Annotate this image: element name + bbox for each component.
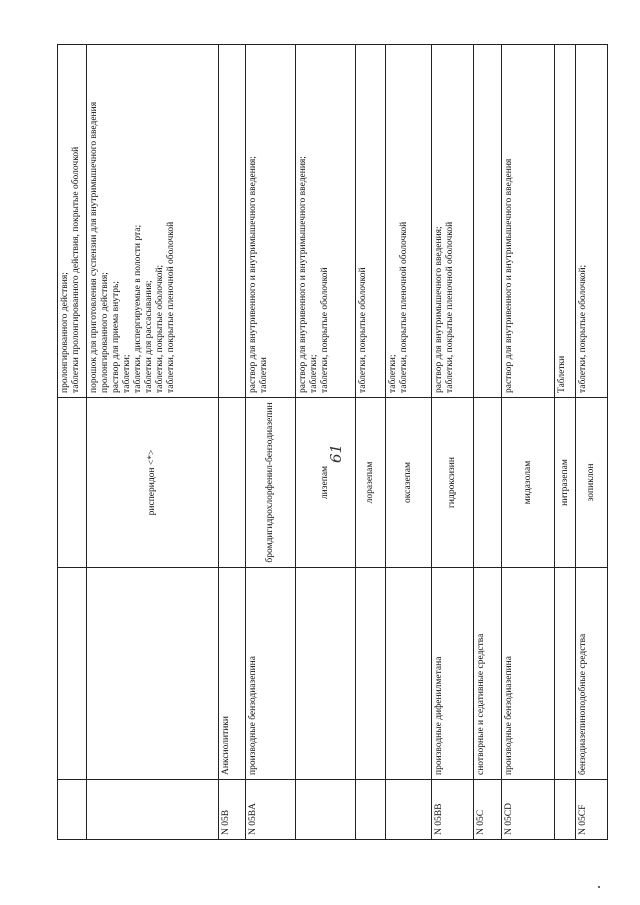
group-cell: [58, 568, 87, 780]
drug-name-cell: мидазолам: [502, 398, 555, 568]
dosage-form-line: таблетки пролонгированного действия, покрытые оболочкой: [71, 146, 81, 393]
atc-code-cell: [58, 780, 87, 840]
dosage-form-line: таблетки, покрытые пленочной оболочкой: [399, 221, 409, 393]
group-cell: производные бензодиазепина: [246, 568, 296, 780]
atc-code-cell: N 05B: [219, 780, 246, 840]
table-row: [246, 45, 296, 840]
table-row: [58, 45, 87, 840]
group-cell: бензодиазепиноподобные средства: [576, 568, 608, 780]
dosage-form-line: порошок для приготовления суспензии для внутримышечного введения пролонгированного действия;: [89, 101, 110, 393]
group-cell: [555, 568, 576, 780]
dosage-forms-cell: [386, 45, 432, 398]
dosage-form-line: Таблетки: [557, 355, 567, 393]
atc-code-cell: [87, 780, 219, 840]
dosage-forms-cell: [58, 45, 87, 398]
group-cell: производные бензодиазепина: [502, 568, 555, 780]
dosage-forms-cell: [219, 45, 246, 398]
atc-code-cell: [296, 780, 356, 840]
drug-name-cell: [58, 398, 87, 568]
table-row: [219, 45, 246, 840]
atc-code-cell: N 05CF: [576, 780, 608, 840]
group-cell: [87, 568, 219, 780]
dosage-form-line: раствор для внутривенного и внутримышечного введения;: [298, 156, 308, 393]
table-row: [474, 45, 502, 840]
group-cell: [296, 568, 356, 780]
dosage-form-line: таблетки, покрытые оболочкой;: [155, 264, 165, 393]
drug-name-cell: оксазепам: [386, 398, 432, 568]
atc-code-cell: N 05C: [474, 780, 502, 840]
dosage-forms-cell: [474, 45, 502, 398]
atc-code-cell: [386, 780, 432, 840]
dosage-form-line: раствор для внутривенного и внутримышечного введения;: [248, 156, 258, 393]
dosage-forms-cell: [555, 45, 576, 398]
dosage-form-line: таблетки, покрытые пленочной оболочкой: [445, 221, 455, 393]
table-row: [576, 45, 608, 840]
dosage-form-line: таблетки, диспергируемые в полости рта;: [133, 224, 143, 393]
dosage-forms-cell: [246, 45, 296, 398]
drug-name-cell: бромдигидрохлорфенил-бензодиазепин: [246, 398, 296, 568]
dosage-forms-cell: [502, 45, 555, 398]
atc-code-cell: [356, 780, 386, 840]
drug-name-cell: рисперидон <*>: [87, 398, 219, 568]
dosage-forms-cell: [432, 45, 474, 398]
atc-code-cell: [555, 780, 576, 840]
drug-name-cell: нитразепам: [555, 398, 576, 568]
atc-code-cell: N 05CD: [502, 780, 555, 840]
group-cell: [386, 568, 432, 780]
dosage-form-line: таблетки, покрытые оболочкой;: [578, 264, 588, 393]
dosage-form-line: таблетки для рассасывания;: [144, 280, 154, 393]
atc-code-cell: N 05BA: [246, 780, 296, 840]
dosage-form-line: таблетки, покрытые оболочкой: [320, 267, 330, 393]
table-row: [386, 45, 432, 840]
drug-name-cell: лоразепам: [356, 398, 386, 568]
group-cell: снотворные и седативные средства: [474, 568, 502, 780]
table-row: [87, 45, 219, 840]
dosage-form-line: таблетки, покрытые оболочкой: [358, 267, 368, 393]
table-row: [432, 45, 474, 840]
group-cell: [356, 568, 386, 780]
dosage-forms-cell: [576, 45, 608, 398]
atc-code-cell: N 05BB: [432, 780, 474, 840]
dosage-forms-cell: [356, 45, 386, 398]
drug-name-cell: зопиклон: [576, 398, 608, 568]
drug-name-cell: [474, 398, 502, 568]
drug-name-cell: [219, 398, 246, 568]
dosage-form-line: раствор для внутривенного и внутримышечного введения: [504, 158, 514, 393]
drug-name-cell: лизепам: [296, 398, 356, 568]
dosage-form-line: таблетки;: [309, 354, 319, 393]
table-row: [555, 45, 576, 840]
dosage-forms-cell: [296, 45, 356, 398]
group-cell: производные дифенилметана: [432, 568, 474, 780]
page-number: 61: [327, 443, 345, 463]
dosage-form-line: раствор для приема внутрь;: [111, 281, 121, 393]
dosage-form-line: таблетки: [259, 357, 269, 393]
table-row: [502, 45, 555, 840]
scan-speck: [598, 886, 600, 888]
dosage-forms-cell: [87, 45, 219, 398]
group-cell: Анксиолитики: [219, 568, 246, 780]
dosage-form-line: таблетки, покрытые пленочной оболочкой: [166, 221, 176, 393]
dosage-form-line: таблетки;: [388, 354, 398, 393]
dosage-form-line: раствор для внутримышечного введения;: [434, 226, 444, 393]
dosage-form-line: пролонгированного действия;: [60, 272, 70, 393]
table-row: [356, 45, 386, 840]
dosage-form-line: таблетки;: [122, 354, 132, 393]
drug-name-cell: гидроксизин: [432, 398, 474, 568]
